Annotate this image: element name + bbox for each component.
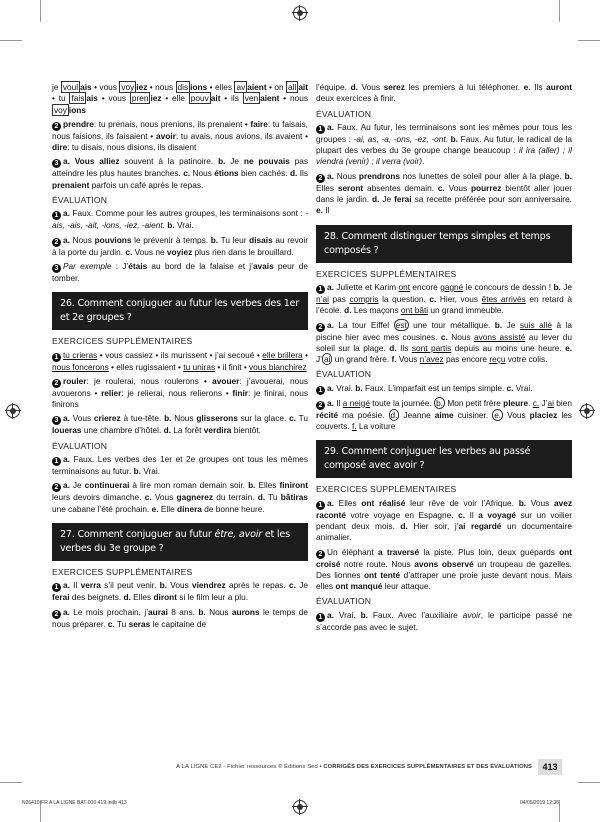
section26-eval-2: 2 a. Je continuerai à lire mon roman demain soir. b. Elles finiront leurs devoirs dimanche. c. Vous gagnerez du terrain. d. Tu bâtiras une cabane l’été prochain. e. Elle dinera de bonne heure. xyxy=(52,480,309,514)
number-badge: 2 xyxy=(52,610,61,619)
section28-answer-2: 2 a. La tour Eiffel est une tour métallique. b. Je suis allé à la piscine hier avec mes cousines. c. Nous avons assisté au lever du soleil sur la plage. d. Ils sont partis depuis au moins une heure. e. J’ ai un grand frère. f. Vous n’avez pas encore reçu votre colis. xyxy=(316,319,573,365)
section27-answer-1: 1 a. Il verra s’il peut venir. b. Vous viendrez après le repas. c. Je ferai des beignets. d. Elles diront si le film leur a plu. xyxy=(52,580,308,603)
evaluation-heading: ÉVALUATION xyxy=(316,596,372,607)
number-badge: 2 xyxy=(316,174,325,183)
crop-mark xyxy=(559,0,560,22)
section27-eval-1: 1 a. Faux. Au futur, les terminaisons sont les mêmes pour tous les groupes : -ai, as, -a, -ons, -ez, -ont. b. Faux. Au futur, le radical de la plupart des verbes du 3e groupe change beaucoup : il ira (aller) ; il viendra (venir) ; il verra (voir). xyxy=(316,121,572,167)
print-slug-file: N26410-FR A LA LIGNE BAT-000-419.indb 413 xyxy=(22,800,127,806)
section25-answer-1: je voul ais • vous voy iez • nous dis ions • elles av aient • on all ait • tu fais ais • vous pren iez • elle pouv ait • ils ven aient • nous voy ions xyxy=(52,82,308,115)
section29-eval-1: 1 a. Vrai. b. Faux. Avec l’auxiliaire avoir, le participe passé ne s’accorde pas avec le sujet. xyxy=(316,609,572,632)
section26-eval-1: 1 a. Faux. Les verbes des 1er et 2e groupes ont tous les mêmes terminaisons au futur. b. Vrai. xyxy=(52,454,308,477)
exercises-heading: EXERCICES SUPPLÉMENTAIRES xyxy=(316,268,457,279)
number-badge: 2 xyxy=(316,550,325,559)
print-slug-date: 04/05/2019 12:38 xyxy=(520,800,559,806)
number-badge: 1 xyxy=(316,285,325,294)
number-badge: 2 xyxy=(316,401,325,410)
crop-mark xyxy=(40,0,41,22)
number-badge: 1 xyxy=(52,211,61,220)
registration-mark-bottom xyxy=(293,800,307,814)
crop-mark xyxy=(578,40,600,41)
page-number: 413 xyxy=(538,759,562,775)
section-27-title: 27. Comment conjuguer au futur être, avoir et les verbes du 3e groupe ? xyxy=(52,523,308,561)
number-badge: 1 xyxy=(316,501,325,510)
section26-answer-2: 2 rouler: je roulerai, nous roulerons • avouer: j’avouerai, nous avouerons • relier: je relierai, nous relierons • finir: je finirai, nous finirons xyxy=(52,375,308,410)
number-badge: 1 xyxy=(316,125,325,134)
section27-answer-2: 2 a. Le mois prochain, j’aurai 8 ans. b. Nous aurons le temps de nous préparer. c. Tu seras le capitaine de xyxy=(52,606,309,629)
crop-mark xyxy=(0,40,22,41)
crop-mark xyxy=(578,782,600,783)
number-badge: 3 xyxy=(52,159,61,168)
section25-eval-3: 3 Par exemple : J’étais au bord de la falaise et j’avais peur de tomber. xyxy=(52,260,308,283)
number-badge: 2 xyxy=(316,323,325,332)
section25-eval-2: 2 a. Nous pouvions le prévenir à temps. b. Tu leur disais au revoir à la porte du jardin. c. Vous ne voyiez plus rien dans le brouillard. xyxy=(52,234,308,257)
evaluation-heading: ÉVALUATION xyxy=(316,108,372,119)
right-column xyxy=(316,82,572,636)
section28-answer-1: 1 a. Juliette et Karim ont encore gagné le concours de dessin ! b. Je n’ai pas compris la question. c. Hier, vous êtes arrivés en retard à l’école. d. Les maçons ont bâti un grand immeuble. xyxy=(316,281,572,316)
section25-eval-1: 1 a. Faux. Comme pour les autres groupes, les terminaisons sont : -ais, -ais, -ait, -ions, -iez, -aient. b. Vrai. xyxy=(52,208,308,231)
crop-mark xyxy=(559,800,560,822)
number-badge: 3 xyxy=(52,416,61,425)
number-badge: 2 xyxy=(52,379,61,388)
number-badge: 2 xyxy=(52,238,61,247)
section-26-title: 26. Comment conjuguer au futur les verbes des 1er et 2e groupes ? xyxy=(52,292,308,330)
section29-answer-1: 1 a. Elles ont réalisé leur rêve de voir l’Afrique. b. Vous avez raconté votre voyage en Espagne. c. Il a voyagé sur un voilier pendant deux mois. d. Hier soir, j’ai regardé un documentaire animalier. xyxy=(316,497,573,543)
number-badge: 1 xyxy=(52,583,61,592)
number-badge: 2 xyxy=(52,122,61,131)
left-column xyxy=(52,82,308,633)
section27-answer-2-continued: l’équipe. d. Vous serez les premiers à lui téléphoner. e. Ils auront deux exercices à finir. xyxy=(316,82,572,104)
exercises-heading: EXERCICES SUPPLÉMENTAIRES xyxy=(52,566,193,577)
section28-eval-2: 2 a. Il a neigé toute la journée. b. Mon petit frère pleure. c. J’ai bien récité ma poésie. d. Jeanne aime cuisiner. e. Vous placiez les couverts. f. La voiture xyxy=(316,397,572,432)
evaluation-heading: ÉVALUATION xyxy=(316,369,372,380)
section27-eval-2: 2 a. Nous prendrons nos lunettes de soleil pour aller à la plage. b. Elles seront absentes demain. c. Vous pourrez bientôt aller jouer dans le jardin. d. Je ferai sa recette préférée pour son anniversaire. e. Il xyxy=(316,170,572,216)
section29-answer-2: 2 Un éléphant a traversé la piste. Plus loin, deux guépards ont croisé notre route. Nous avons observé un troupeau de gazelles. Des lionnes ont tenté d’attraper une proie juste devant nous. Mais elles ont manqué leur attaque. xyxy=(316,546,572,592)
section26-answer-3: 3 a. Vous crierez à tue-tête. b. Nous glisserons sur la glace. c. Tu loueras une chambre d’hôtel. d. La forêt verdira bientôt. xyxy=(52,413,308,436)
section25-answer-3: 3 a. Vous alliez souvent à la patinoire. b. Je ne pouvais pas atteindre les plus hautes branches. c. Nous étions bien cachés. d. Ils prenaient parfois un café après le repas. xyxy=(52,156,309,190)
number-badge: 1 xyxy=(316,386,325,395)
section-29-title: 29. Comment conjuguer les verbes au passé composé avec avoir ? xyxy=(316,440,572,478)
evaluation-heading: ÉVALUATION xyxy=(52,440,108,451)
exercises-heading: EXERCICES SUPPLÉMENTAIRES xyxy=(52,336,193,347)
section26-answer-1: 1 tu crieras • vous cassiez • ils murissent • j’ai secoué • elle brillera • nous foncerons • elles rugissaient • tu uniras • il finit • vous blanchirez xyxy=(52,349,308,372)
registration-mark-left xyxy=(6,404,20,418)
number-badge: 1 xyxy=(316,613,325,622)
exercises-heading: EXERCICES SUPPLÉMENTAIRES xyxy=(316,484,457,495)
number-badge: 2 xyxy=(52,483,61,492)
number-badge: 3 xyxy=(52,264,61,273)
evaluation-heading: ÉVALUATION xyxy=(52,195,108,206)
crop-mark xyxy=(0,782,22,783)
section28-eval-1: 1 a. Vrai. b. Faux. L’imparfait est un temps simple. c. Vrai. xyxy=(316,383,572,395)
section25-answer-2: 2 prendre: tu prenais, nous prenions, ils prenaient • faire: tu faisais, nous faisions, ils faisaient • avoir: tu avais, nous avions, ils avaient • dire: tu disais, nous disions, ils disaient xyxy=(52,118,308,153)
page-footer: À LA LIGNE CE2 - Fichier ressources © Éditions Sed • CORRIGÉS DES EXERCICES SUPPLÉMENTAIRES ET DES ÉVALUATIONS xyxy=(176,764,532,770)
registration-mark-right xyxy=(580,404,594,418)
registration-mark-top xyxy=(293,6,307,20)
number-badge: 1 xyxy=(52,457,61,466)
section-28-title: 28. Comment distinguer temps simples et temps composés ? xyxy=(316,225,572,263)
number-badge: 1 xyxy=(52,353,61,362)
